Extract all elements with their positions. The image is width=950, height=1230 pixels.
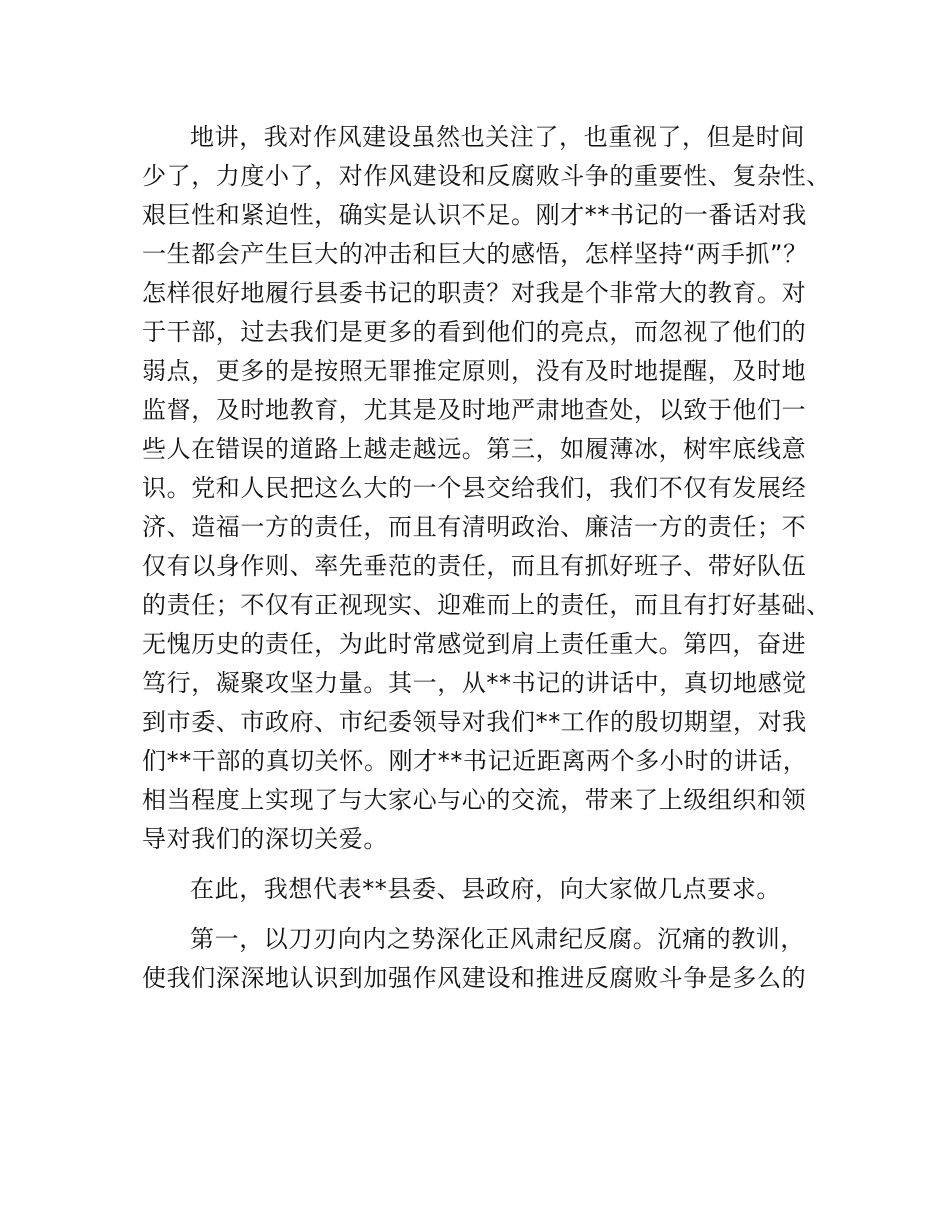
text-line: 于干部，过去我们是更多的看到他们的亮点，而忽视了他们的	[142, 318, 807, 346]
text-line: 第一，以刀刃向内之势深化正风肃纪反腐。沉痛的教训，	[190, 925, 805, 953]
text-line: 们**干部的真切关怀。刚才**书记近距离两个多小时的讲话，	[142, 747, 808, 775]
text-line: 一生都会产生巨大的冲击和巨大的感悟，怎样坚持“两手抓”？	[142, 240, 808, 268]
text-line: 怎样很好地履行县委书记的职责？对我是个非常大的教育。对	[142, 279, 807, 307]
text-line: 济、造福一方的责任，而且有清明政治、廉洁一方的责任；不	[142, 513, 807, 541]
text-line: 仅有以身作则、率先垂范的责任，而且有抓好班子、带好队伍	[142, 552, 807, 580]
text-line: 监督，及时地教育，尤其是及时地严肃地查处，以致于他们一	[142, 396, 807, 424]
text-line: 些人在错误的道路上越走越远。第三，如履薄冰，树牢底线意	[142, 435, 807, 463]
text-line: 在此，我想代表**县委、县政府，向大家做几点要求。	[190, 875, 781, 903]
text-line: 使我们深深地认识到加强作风建设和推进反腐败斗争是多么的	[142, 964, 807, 992]
text-line: 无愧历史的责任，为此时常感觉到肩上责任重大。第四，奋进	[142, 630, 807, 658]
text-line: 的责任；不仅有正视现实、迎难而上的责任，而且有打好基础、	[142, 591, 831, 619]
paragraph-3	[142, 920, 842, 998]
text-line: 笃行，凝聚攻坚力量。其一，从**书记的讲话中，真切地感觉	[142, 669, 807, 697]
text-line: 识。党和人民把这么大的一个县交给我们，我们不仅有发展经	[142, 474, 807, 502]
text-line: 弱点，更多的是按照无罪推定原则，没有及时地提醒，及时地	[142, 357, 807, 385]
paragraph-1	[142, 118, 842, 859]
text-line: 导对我们的深切关爱。	[142, 825, 388, 853]
text-line: 艰巨性和紧迫性，确实是认识不足。刚才**书记的一番话对我	[142, 201, 807, 229]
text-line: 到市委、市政府、市纪委领导对我们**工作的殷切期望，对我	[142, 708, 807, 736]
text-line: 相当程度上实现了与大家心与心的交流，带来了上级组织和领	[142, 786, 807, 814]
text-line: 少了，力度小了，对作风建设和反腐败斗争的重要性、复杂性、	[142, 162, 831, 190]
paragraph-2	[142, 870, 842, 909]
document-body	[142, 118, 842, 998]
text-line: 地讲，我对作风建设虽然也关注了，也重视了，但是时间	[190, 123, 805, 151]
